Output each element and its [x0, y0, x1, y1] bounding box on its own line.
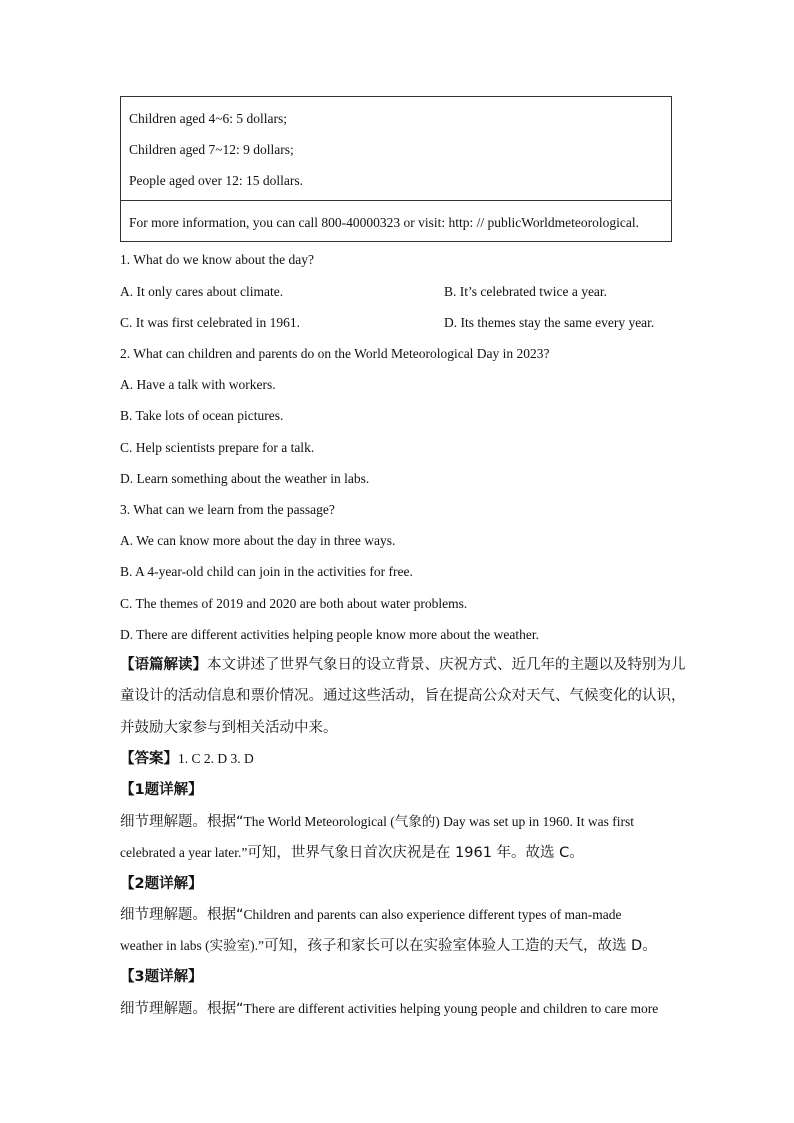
analysis-text-1: 本文讲述了世界气象日的设立背景、庆祝方式、近几年的主题以及特别为儿	[207, 657, 686, 673]
detail-2-conclusion: 可知，孩子和家长可以在实验室体验人工造的天气，故选 D。	[263, 938, 657, 954]
analysis-line-2: 童设计的活动信息和票价情况。通过这些活动，旨在提高公众对天气、气候变化的认识，	[120, 688, 686, 704]
price-line-1: Children aged 4~6: 5 dollars;	[129, 111, 288, 126]
price-line-2: Children aged 7~12: 9 dollars;	[129, 142, 294, 157]
price-list	[121, 97, 671, 201]
detail-1-line-1	[120, 813, 634, 831]
detail-2-quote-1: Children and parents can also experience different types of man-made	[243, 907, 622, 922]
question-2-option-a: A. Have a talk with workers.	[120, 377, 276, 392]
question-1-option-a: A. It only cares about climate.	[120, 284, 284, 299]
detail-3-line-1	[120, 1000, 658, 1018]
question-2-option-d: D. Learn something about the weather in labs.	[120, 471, 370, 486]
detail-1-conclusion: 可知，世界气象日首次庆祝是在 1961 年。故选 C。	[247, 845, 584, 861]
detail-2-line-2	[120, 937, 657, 955]
price-line-3: People aged over 12: 15 dollars.	[129, 173, 303, 188]
detail-2-line-1	[120, 906, 622, 924]
analysis-line-3: 并鼓励大家参与到相关活动中来。	[120, 720, 338, 736]
detail-1-prefix: 细节理解题。根据“	[120, 814, 244, 830]
price-info-box	[120, 96, 672, 242]
question-1-stem: 1. What do we know about the day?	[120, 252, 314, 267]
detail-2-prefix: 细节理解题。根据“	[120, 907, 244, 923]
question-3-option-d: D. There are different activities helping people know more about the weather.	[120, 627, 539, 642]
question-1-option-d: D. Its themes stay the same every year.	[444, 315, 655, 330]
question-2-option-b: B. Take lots of ocean pictures.	[120, 408, 284, 423]
answer-line	[120, 750, 254, 768]
answer-values: 1. C 2. D 3. D	[178, 751, 254, 766]
analysis-line-1	[120, 656, 686, 674]
question-3-option-b: B. A 4-year-old child can join in the activities for free.	[120, 564, 413, 579]
question-3-stem: 3. What can we learn from the passage?	[120, 502, 335, 517]
detail-3-prefix: 细节理解题。根据“	[120, 1001, 244, 1017]
detail-3-quote-1: There are different activities helping young people and children to care more	[243, 1001, 659, 1016]
question-3-option-c: C. The themes of 2019 and 2020 are both about water problems.	[120, 596, 468, 611]
detail-1-line-2	[120, 844, 584, 862]
question-2-option-c: C. Help scientists prepare for a talk.	[120, 440, 315, 455]
detail-2-quote-2: weather in labs (实验室).”	[120, 938, 264, 953]
question-3-option-a: A. We can know more about the day in three ways.	[120, 533, 396, 548]
question-2-stem: 2. What can children and parents do on the World Meteorological Day in 2023?	[120, 346, 550, 361]
question-1-option-b: B. It’s celebrated twice a year.	[444, 284, 608, 299]
detail-3-title: 【3题详解】	[120, 969, 203, 985]
contact-info: For more information, you can call 800-40000323 or visit: http: // publicWorldmeteorological.	[129, 215, 639, 230]
detail-2-title: 【2题详解】	[120, 876, 203, 892]
question-1-option-c: C. It was first celebrated in 1961.	[120, 315, 300, 330]
answer-label: 【答案】	[120, 751, 178, 767]
detail-1-title: 【1题详解】	[120, 782, 203, 798]
detail-1-quote-1: The World Meteorological (气象的) Day was set up in 1960. It was first	[243, 814, 634, 829]
detail-1-quote-2: celebrated a year later.”	[120, 845, 248, 860]
analysis-label: 【语篇解读】	[120, 657, 207, 673]
